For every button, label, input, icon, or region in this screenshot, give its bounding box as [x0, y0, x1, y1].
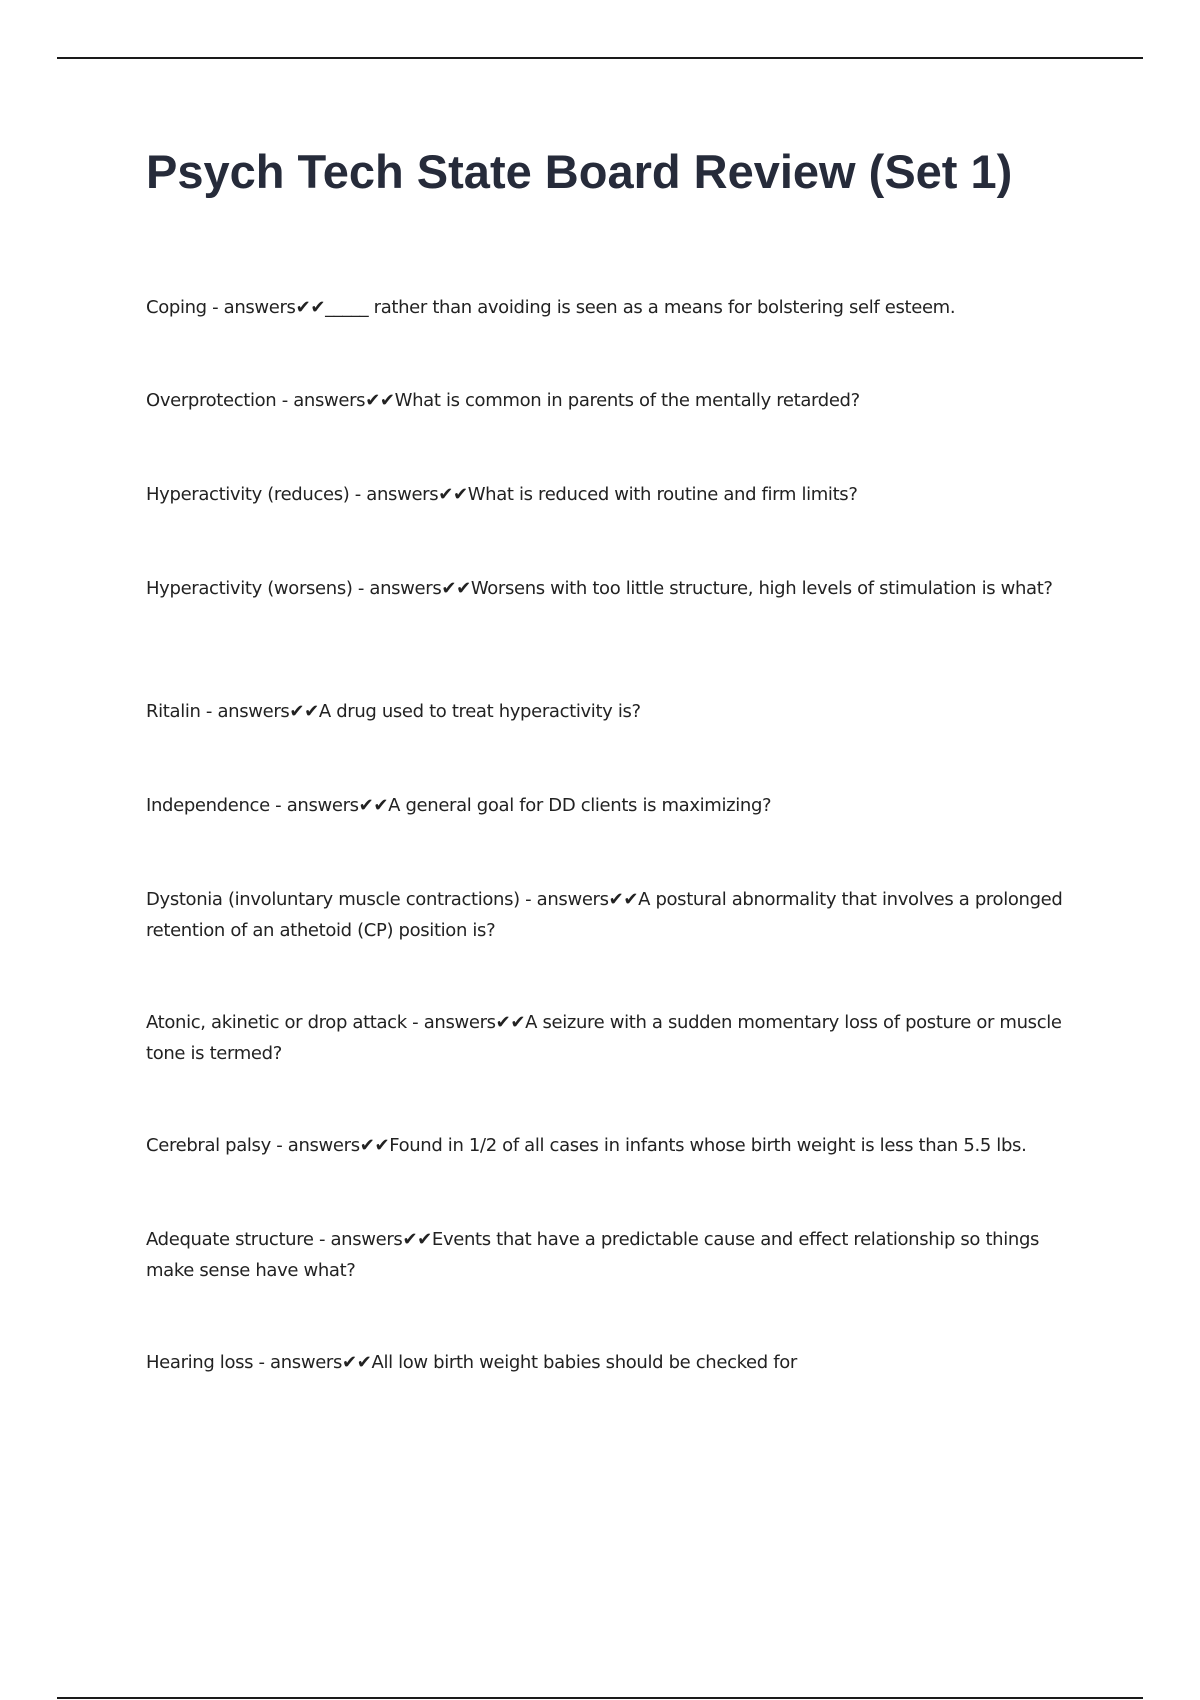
qa-separator: - answers	[276, 390, 366, 411]
qa-item	[146, 1130, 1086, 1161]
qa-answer: A drug used to treat hyperactivity is?	[318, 701, 641, 722]
qa-separator: - answers	[253, 1352, 343, 1373]
check-mark-icon: ✔✔	[295, 297, 326, 318]
check-mark-icon: ✔✔	[495, 1012, 526, 1033]
qa-separator: - answers	[352, 578, 442, 599]
qa-item	[146, 696, 1086, 727]
check-mark-icon: ✔✔	[358, 795, 389, 816]
qa-term: Hyperactivity (reduces)	[146, 484, 350, 505]
qa-answer: _____ rather than avoiding is seen as a means for bolstering self esteem.	[325, 297, 956, 318]
check-mark-icon: ✔✔	[365, 390, 395, 411]
qa-term: Atonic, akinetic or drop attack	[146, 1012, 407, 1033]
check-mark-icon: ✔✔	[342, 1352, 372, 1373]
check-mark-icon: ✔✔	[441, 578, 471, 599]
qa-answer: A general goal for DD clients is maximizing?	[388, 795, 772, 816]
qa-answer: Found in 1/2 of all cases in infants whose birth weight is less than 5.5 lbs.	[389, 1135, 1027, 1156]
qa-answer: What is reduced with routine and firm limits?	[467, 484, 858, 505]
check-mark-icon: ✔✔	[402, 1229, 432, 1250]
qa-separator: - answers	[313, 1229, 403, 1250]
qa-term: Ritalin	[146, 701, 201, 722]
qa-separator: - answers	[270, 1135, 360, 1156]
qa-term: Coping	[146, 297, 207, 318]
check-mark-icon: ✔✔	[608, 889, 639, 910]
qa-answer: All low birth weight babies should be checked for	[371, 1352, 797, 1373]
qa-answer: What is common in parents of the mentally retarded?	[394, 390, 860, 411]
qa-term: Independence	[146, 795, 270, 816]
qa-term: Cerebral palsy	[146, 1135, 271, 1156]
qa-separator: - answers	[519, 889, 609, 910]
qa-term: Hyperactivity (worsens)	[146, 578, 353, 599]
qa-term: Overprotection	[146, 390, 277, 411]
check-mark-icon: ✔✔	[438, 484, 468, 505]
qa-item	[146, 573, 1086, 604]
qa-term: Hearing loss	[146, 1352, 254, 1373]
qa-item	[146, 884, 1086, 946]
qa-separator: - answers	[406, 1012, 496, 1033]
qa-term: Dystonia (involuntary muscle contractions)	[146, 889, 520, 910]
qa-item	[146, 1347, 1086, 1378]
qa-item	[146, 790, 1086, 821]
qa-answer: Events that have a predictable cause and effect relationship so things make sense have what?	[146, 1229, 1040, 1281]
check-mark-icon: ✔✔	[359, 1135, 390, 1156]
qa-separator: - answers	[269, 795, 359, 816]
bottom-rule	[57, 1697, 1143, 1699]
check-mark-icon: ✔✔	[289, 701, 319, 722]
qa-item	[146, 479, 1086, 510]
qa-separator: - answers	[200, 701, 290, 722]
page-title: Psych Tech State Board Review (Set 1)	[146, 145, 1013, 198]
top-rule	[57, 57, 1143, 59]
qa-item	[146, 1007, 1086, 1069]
qa-item	[146, 1224, 1086, 1286]
qa-term: Adequate structure	[146, 1229, 314, 1250]
qa-item	[146, 385, 1086, 416]
qa-answer: A seizure with a sudden momentary loss of posture or muscle tone is termed?	[146, 1012, 1062, 1064]
qa-separator: - answers	[206, 297, 296, 318]
qa-separator: - answers	[349, 484, 439, 505]
qa-answer: A postural abnormality that involves a prolonged retention of an athetoid (CP) position is?	[146, 889, 1063, 941]
qa-answer: Worsens with too little structure, high levels of stimulation is what?	[470, 578, 1053, 599]
qa-item	[146, 292, 1086, 323]
